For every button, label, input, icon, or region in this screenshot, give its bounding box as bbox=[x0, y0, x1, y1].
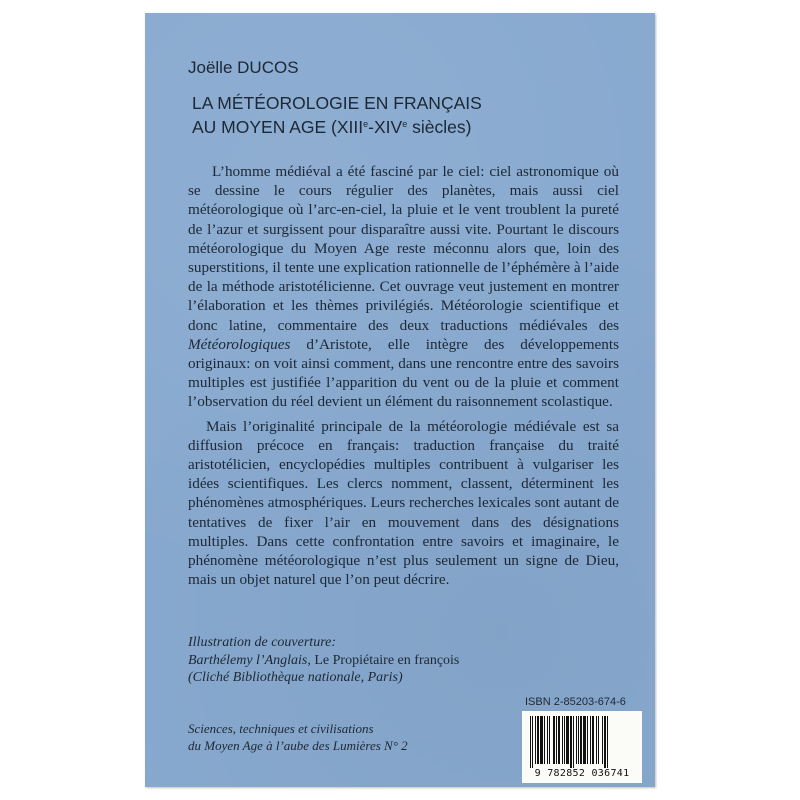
illustration-credit-author: Barthélemy l’Anglais, bbox=[188, 652, 311, 668]
author-name: Joëlle DUCOS bbox=[188, 58, 299, 77]
paragraph-2-text-a: Mais l’originalité principale de la météorologie médiévale est sa diffusion précoce en français: traduction française du traité aristotélicien, encyclopédies multiples contribuent à vulgariser les idées scientifiques. Les clercs nomment, classent, déterminent les phénomènes atmosphériques. Leurs recherches lexicales sont autant de tentatives de fixer l’air en mouvement dans des désignations multiples. Dans cette confrontation entre savoirs et imaginaire, le phénomène météorologique n’est plus seulement un signe de Dieu, mais un objet naturel que l’on peut décrire. bbox=[188, 417, 619, 589]
title-superscript-1: e bbox=[363, 119, 369, 129]
illustration-credit-line-3: (Cliché Bibliothèque nationale, Paris) bbox=[188, 670, 403, 685]
title-superscript-2: e bbox=[402, 119, 408, 129]
title-line-1: LA MÉTÉOROLOGIE EN FRANÇAIS bbox=[192, 93, 482, 113]
blurb-paragraph-2 bbox=[188, 417, 619, 590]
title-line-2-main: AU MOYEN AGE (XIII bbox=[192, 117, 364, 137]
barcode-bars bbox=[528, 716, 636, 768]
illustration-credit-work: Le Propiétaire en françois bbox=[310, 652, 460, 668]
blurb-text bbox=[188, 162, 619, 594]
illustration-credit bbox=[188, 634, 459, 687]
title-line-2 bbox=[192, 114, 482, 138]
paragraph-1-text-a: L’homme médiéval a été fasciné par le ciel: ciel astronomique où se dessine le cours régulier des planètes, mais aussi ciel météorologique où l’arc-en-ciel, la pluie et le vent troublent la pureté de l’azur et surgissent pour disparaître aussi vite. Pourtant le discours météorologique du Moyen Age reste méconnu alors que, loin des superstitions, il tente une explication rationnelle de l’éphémère à l’aide de la méthode aristotélicienne. Cet ouvrage veut justement en montrer l’élaboration et les thèmes privilégiés. Météorologie scientifique et donc latine, commentaire des deux traductions médiévales des bbox=[188, 163, 619, 334]
series-name bbox=[188, 720, 408, 754]
barcode-digits: 9 782852 036741 bbox=[534, 768, 630, 779]
paragraph-1-text-b: d’Aristote, elle intègre des développements originaux: on voit ainsi comment, dans une rencontre entre des savoirs multiples est justifiée l’apparition du vent ou de la pluie et comment l’observation du réel devient un élément du raisonnement scolastique. bbox=[188, 335, 619, 411]
title-line-2-mid: -XIV bbox=[368, 117, 403, 137]
series-line-1: Sciences, techniques et civilisations bbox=[188, 721, 374, 736]
book-back-cover bbox=[145, 13, 655, 787]
book-title bbox=[192, 93, 482, 138]
barcode bbox=[522, 711, 642, 783]
title-line-2-end: siècles) bbox=[407, 117, 472, 137]
isbn-label: ISBN 2-85203-674-6 bbox=[525, 696, 626, 708]
illustration-credit-line-1: Illustration de couverture: bbox=[188, 635, 337, 650]
series-line-2: du Moyen Age à l’aube des Lumières N° 2 bbox=[188, 738, 408, 753]
paragraph-1-italic: Météorologiques bbox=[188, 335, 291, 353]
blurb-paragraph-1 bbox=[188, 162, 619, 412]
illustration-credit-line-2 bbox=[188, 652, 459, 670]
